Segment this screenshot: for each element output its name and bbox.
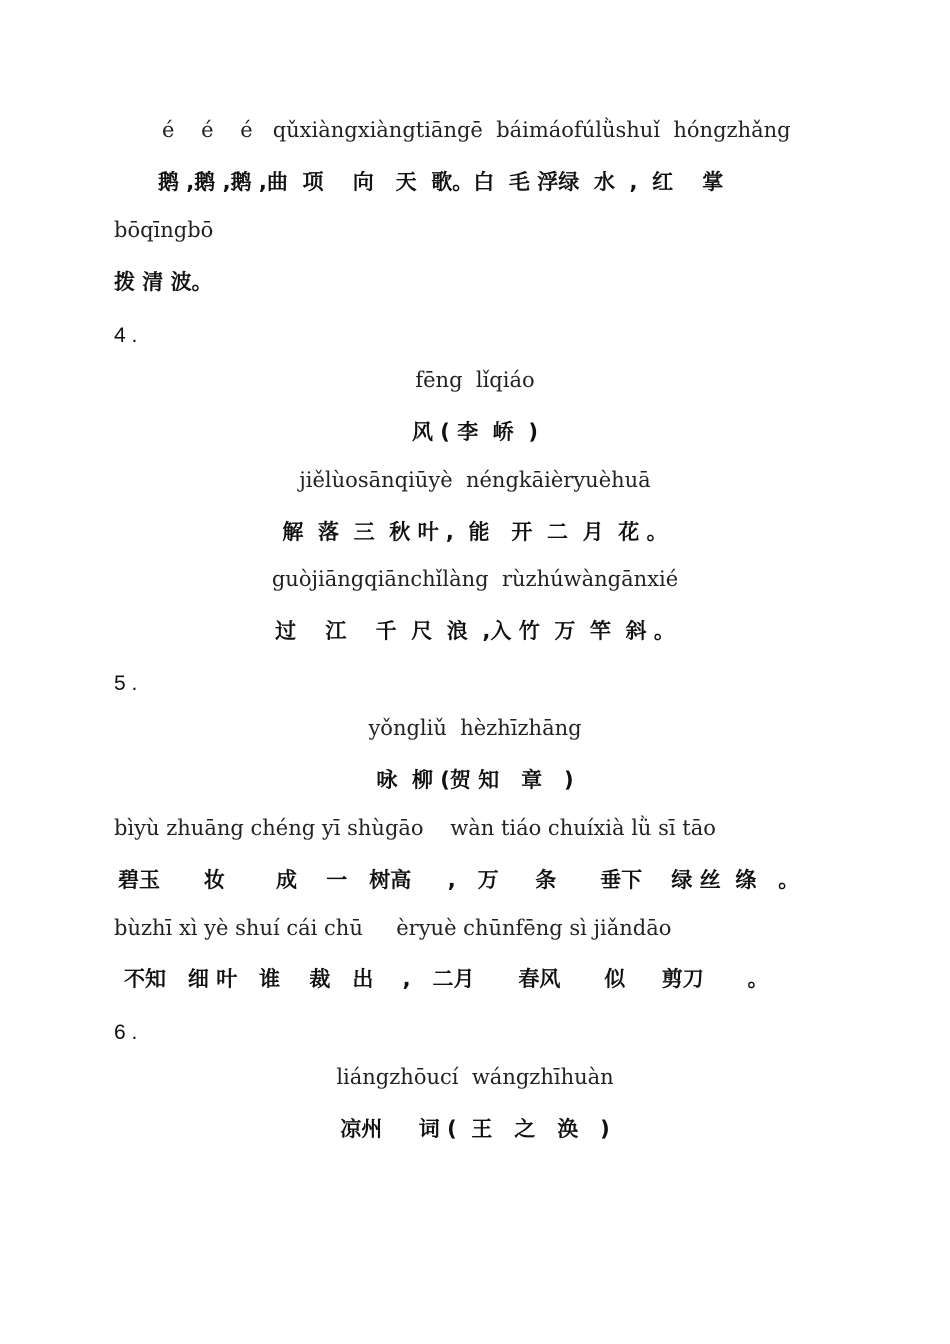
poem6-number: 6 . <box>114 1021 138 1044</box>
poem4-hanzi-line-1: 解 落 三 秋 叶 , 能 开 二 月 花 。 <box>282 520 668 544</box>
poem3-hanzi-line-2: 拨 清 波。 <box>114 270 213 294</box>
poem4-title-pinyin: fēng lǐqiáo <box>415 368 535 392</box>
poem3-pinyin-line-1: é é é qǔxiàngxiàngtiāngē báimáofúlǜshuǐ hóngzhǎng <box>162 118 791 142</box>
poem4-pinyin-line-2: guòjiāngqiānchǐlàng rùzhúwàngānxié <box>271 567 679 591</box>
poem4-hanzi-line-2: 过 江 千 尺 浪 ,入 竹 万 竿 斜 。 <box>275 619 675 643</box>
poem5-hanzi-line-1: 碧玉 妆 成 一 树高 , 万 条 垂下 绿 丝 绦 。 <box>118 868 800 892</box>
poem3-hanzi-line-1: 鹅 ,鹅 ,鹅 ,曲 项 向 天 歌。白 毛 浮绿 水 , 红 掌 <box>158 170 724 194</box>
poem5-number: 5 . <box>114 672 138 695</box>
poem6-title: 凉州 词 ( 王 之 涣 ) <box>340 1117 610 1141</box>
poem6-title-pinyin: liángzhōucí wángzhīhuàn <box>336 1065 614 1089</box>
poem5-pinyin-line-2: bùzhī xì yè shuí cái chū èryuè chūnfēng sì jiǎndāo <box>114 916 672 940</box>
poem3-pinyin-line-2: bōqīngbō <box>114 218 214 242</box>
poem4-title: 风 ( 李 峤 ) <box>411 420 539 444</box>
poem4-number: 4 . <box>114 324 138 347</box>
poem5-pinyin-line-1: bìyù zhuāng chéng yī shùgāo wàn tiáo chuíxià lǜ sī tāo <box>114 816 716 840</box>
poem4-pinyin-line-1: jiělùosānqiūyè néngkāièryuèhuā <box>299 468 651 492</box>
poem5-title: 咏 柳 (贺 知 章 ) <box>376 768 574 792</box>
poem5-hanzi-line-2: 不知 细 叶 谁 裁 出 , 二月 春风 似 剪刀 。 <box>124 967 769 991</box>
poem5-title-pinyin: yǒngliǔ hèzhīzhāng <box>368 716 582 740</box>
